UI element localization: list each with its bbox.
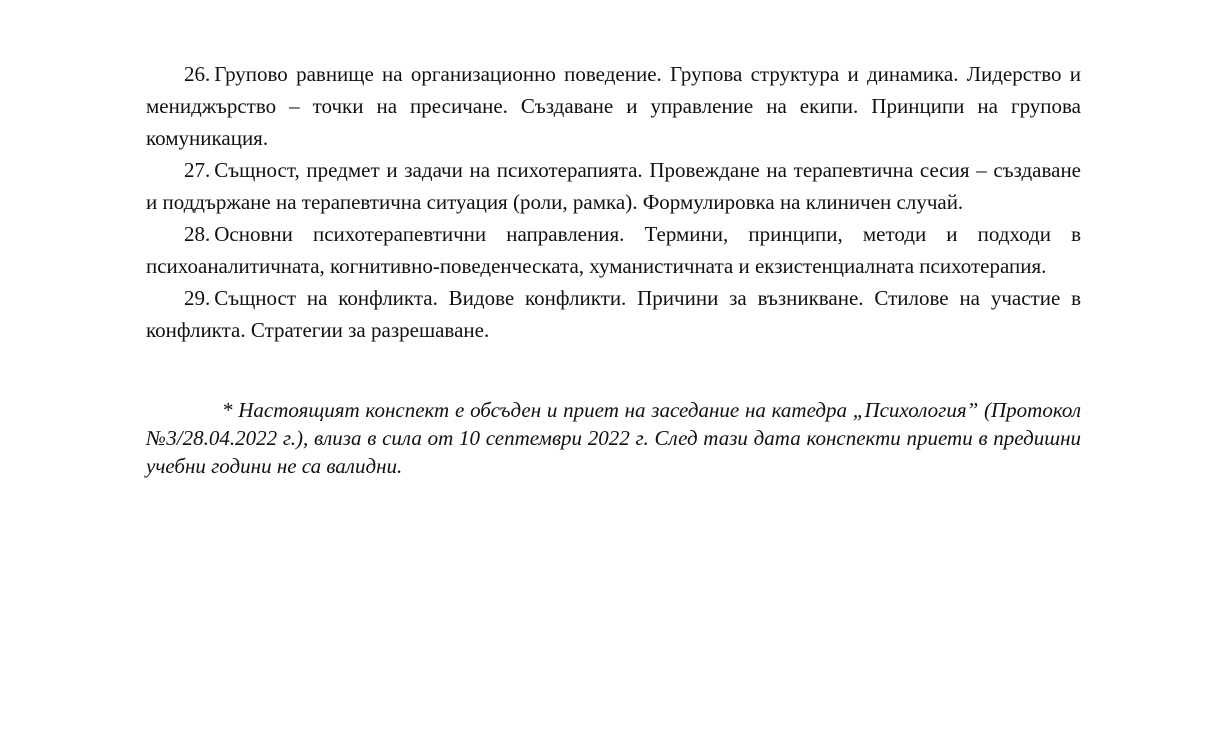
- topic-text: Същност, предмет и задачи на психотерапията. Провеждане на терапевтична сесия – създаване и поддържане на терапевтична ситуация (роли, рамка). Формулировка на клиничен случай.: [146, 158, 1081, 214]
- topic-text: Основни психотерапевтични направления. Термини, принципи, методи и подходи в психоаналитичната, когнитивно-поведенческата, хуманистичната и екзистенциалната психотерапия.: [146, 222, 1081, 278]
- topic-text: Групово равнище на организационно поведение. Групова структура и динамика. Лидерство и мениджърство – точки на пресичане. Създаване и управление на екипи. Принципи на групова комуникация.: [146, 62, 1081, 150]
- exam-topic-29: [146, 282, 1081, 346]
- exam-topic-26: [146, 58, 1081, 154]
- exam-topic-27: [146, 154, 1081, 218]
- topic-text: Същност на конфликта. Видове конфликти. Причини за възникване. Стилове на участие в конфликта. Стратегии за разрешаване.: [146, 286, 1081, 342]
- document-page: [146, 58, 1081, 480]
- topic-number: 27.: [184, 158, 211, 182]
- topic-number: 28.: [184, 222, 211, 246]
- footnote: * Настоящият конспект е обсъден и приет на заседание на катедра „Психология” (Протокол №3/28.04.2022 г.), влиза в сила от 10 септември 2022 г. След тази дата конспекти приети в предишни учебни години не са валидни.: [146, 398, 1081, 478]
- exam-topic-28: [146, 218, 1081, 282]
- topic-number: 26.: [184, 62, 211, 86]
- topic-number: 29.: [184, 286, 211, 310]
